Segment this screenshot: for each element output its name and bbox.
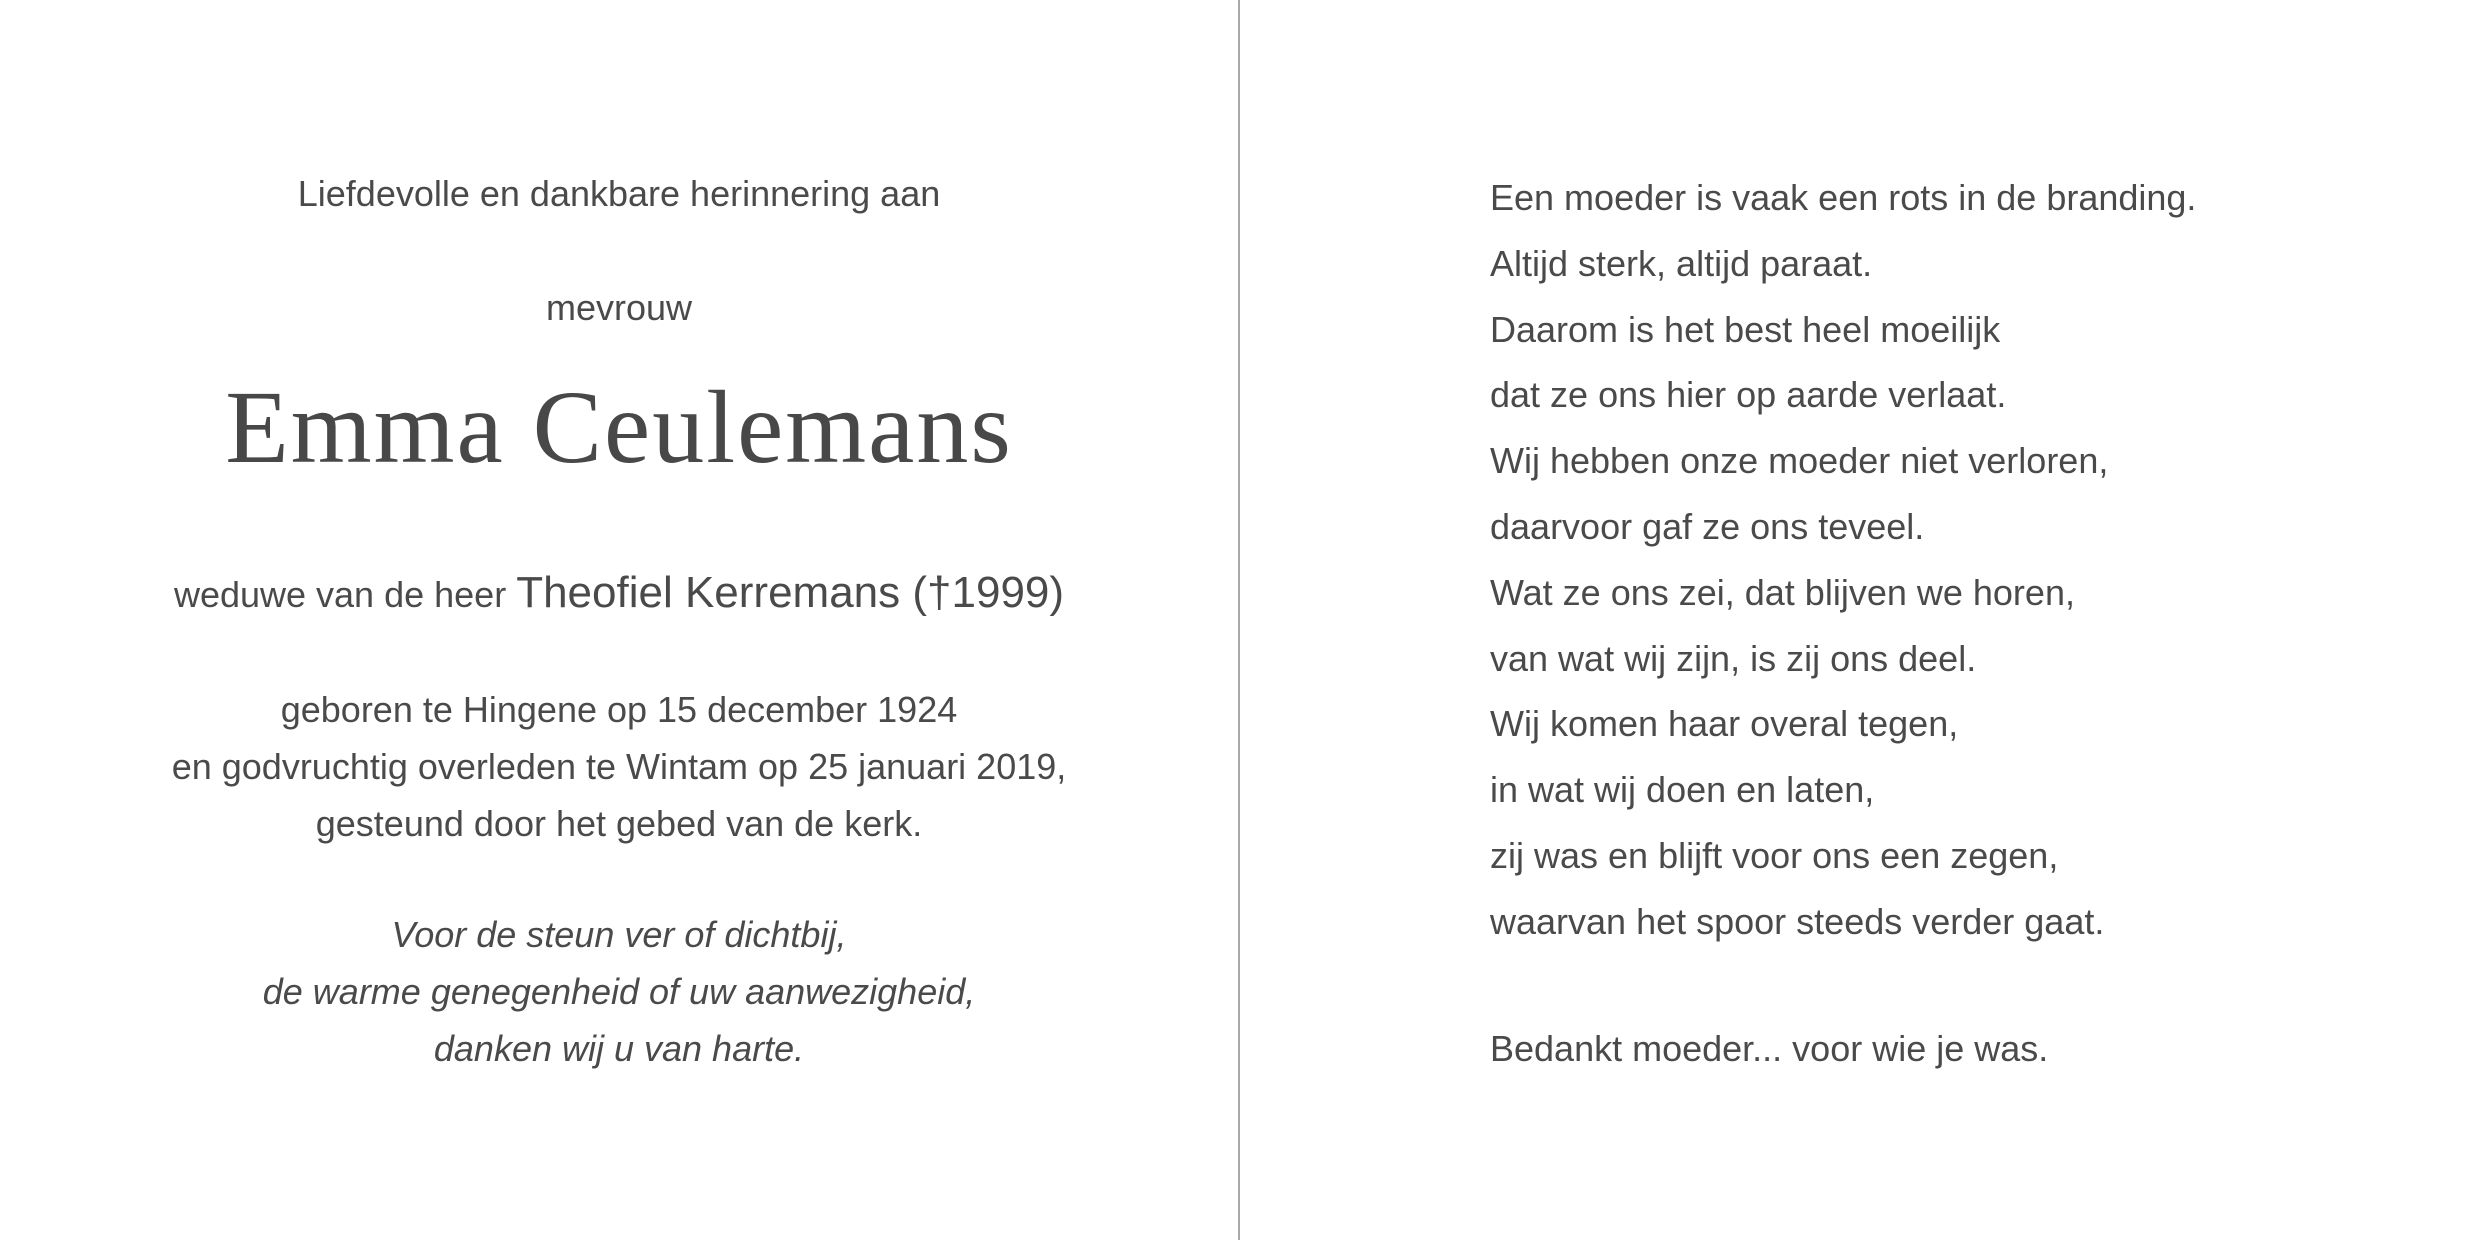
poem-line: daarvoor gaf ze ons teveel.: [1490, 505, 1925, 547]
thanks-line: danken wij u van harte.: [433, 1028, 805, 1069]
poem-line: Een moeder is vaak een rots in de branding.: [1490, 177, 2197, 218]
honorific-title: mevrouw: [545, 287, 693, 328]
thanks-line: de warme genegenheid of uw aanwezigheid,: [262, 971, 976, 1012]
spouse-line: [0, 563, 1238, 625]
poem-line: waarvan het spoor steeds verder gaat.: [1490, 900, 2105, 942]
death-line: en godvruchtig overleden te Wintam op 25 januari 2019,: [171, 746, 1067, 787]
poem-line: Daarom is het best heel moeilijk: [1490, 308, 2001, 350]
poem-line: van wat wij zijn, is zij ons deel.: [1490, 637, 1977, 679]
life-details: [0, 681, 1238, 852]
poem-line: Wat ze ons zei, dat blijven we horen,: [1490, 571, 2075, 613]
left-panel: [0, 0, 1238, 1240]
poem: [1490, 165, 2196, 955]
poem-line: dat ze ons hier op aarde verlaat.: [1490, 374, 2007, 416]
poem-line: in wat wij doen en laten,: [1490, 769, 1875, 811]
poem-line: Wij komen haar overal tegen,: [1490, 703, 1959, 745]
deceased-name: Emma Ceulemans: [225, 370, 1013, 485]
intro-text: Liefdevolle en dankbare herinnering aan: [297, 173, 941, 214]
prayer-line: gesteund door het gebed van de kerk.: [315, 803, 923, 844]
closing-line: Bedankt moeder... voor wie je was.: [1490, 1028, 2049, 1069]
birth-line: geboren te Hingene op 15 december 1924: [280, 689, 958, 730]
thanks-line: Voor de steun ver of dichtbij,: [391, 914, 847, 955]
poem-line: zij was en blijft voor ons een zegen,: [1490, 834, 2059, 876]
poem-line: Wij hebben onze moeder niet verloren,: [1490, 440, 2109, 482]
spouse-prefix: weduwe van de heer: [173, 574, 507, 615]
fold-divider: [1238, 0, 1240, 1240]
poem-line: Altijd sterk, altijd paraat.: [1490, 242, 1873, 284]
spouse-name: Theofiel Kerremans (†1999): [516, 568, 1065, 617]
thanks-text: [0, 906, 1238, 1077]
